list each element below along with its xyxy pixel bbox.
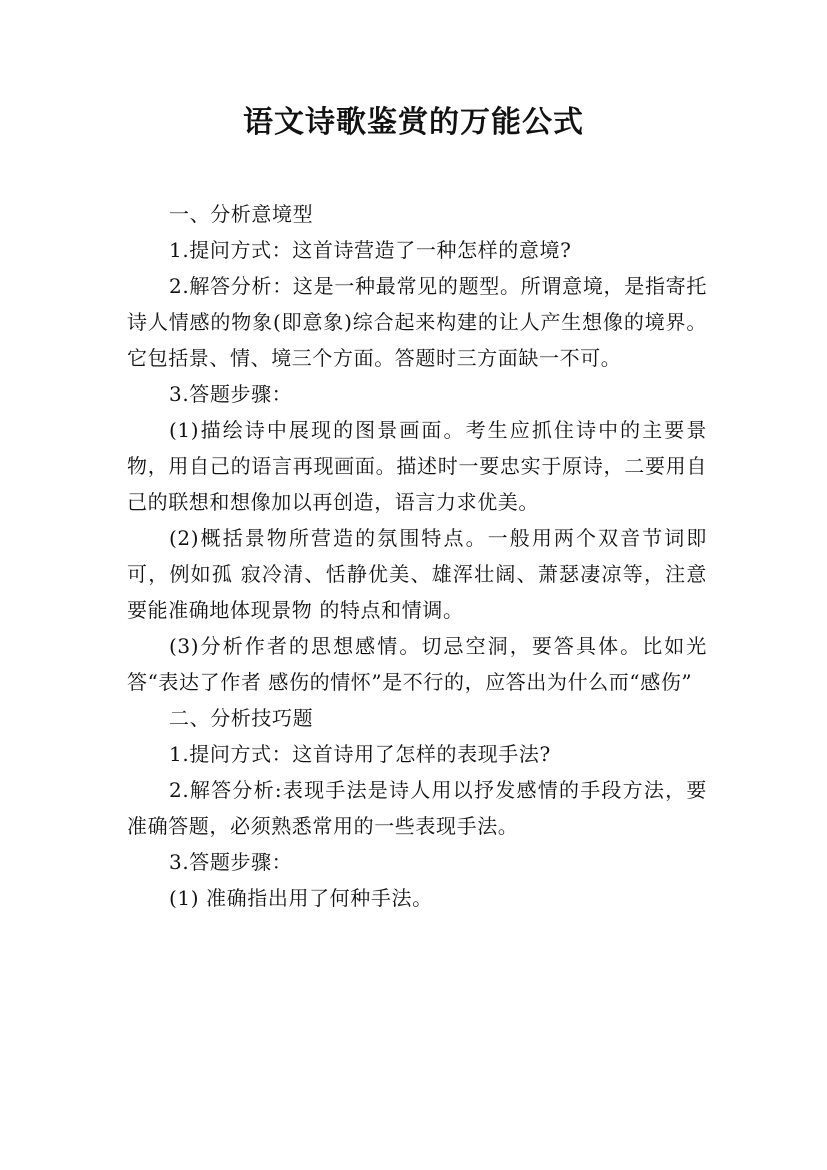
paragraph-step-1-3: (3)分析作者的思想感情。切忌空洞，要答具体。比如光答“表达了作者 感伤的情怀”是不行的，应答出为什么而“感伤”: [127, 634, 707, 694]
paragraph-steps-2: 3.答题步骤：: [169, 850, 293, 874]
section-heading-1: 一、分析意境型: [169, 202, 314, 226]
document-title: 语文诗歌鉴赏的万能公式: [243, 105, 584, 140]
section-heading-2: 二、分析技巧题: [169, 706, 314, 730]
paragraph-step-2-1: (1) 准确指出用了何种手法。: [169, 886, 433, 910]
paragraph-question-1: 1.提问方式：这首诗营造了一种怎样的意境?: [169, 238, 572, 262]
paragraph-steps-1: 3.答题步骤：: [169, 382, 293, 406]
paragraph-step-1-2: (2)概括景物所营造的氛围特点。一般用两个双音节词即可，例如孤 寂冷清、恬静优美、雄浑壮阔、萧瑟凄凉等，注意要能准确地体现景物 的特点和情调。: [127, 526, 707, 622]
paragraph-analysis-2: 2.解答分析:表现手法是诗人用以抒发感情的手段方法，要准确答题，必须熟悉常用的一些表现手法。: [127, 778, 707, 838]
paragraph-question-2: 1.提问方式：这首诗用了怎样的表现手法?: [169, 742, 551, 766]
paragraph-analysis-1: 2.解答分析：这是一种最常见的题型。所谓意境，是指寄托诗人情感的物象(即意象)综合起来构建的让人产生想像的境界。它包括景、情、境三个方面。答题时三方面缺一不可。: [127, 274, 707, 370]
paragraph-step-1-1: (1)描绘诗中展现的图景画面。考生应抓住诗中的主要景物，用自己的语言再现画面。描述时一要忠实于原诗，二要用自己的联想和想像加以再创造，语言力求优美。: [127, 418, 707, 514]
document-body: [127, 196, 707, 916]
